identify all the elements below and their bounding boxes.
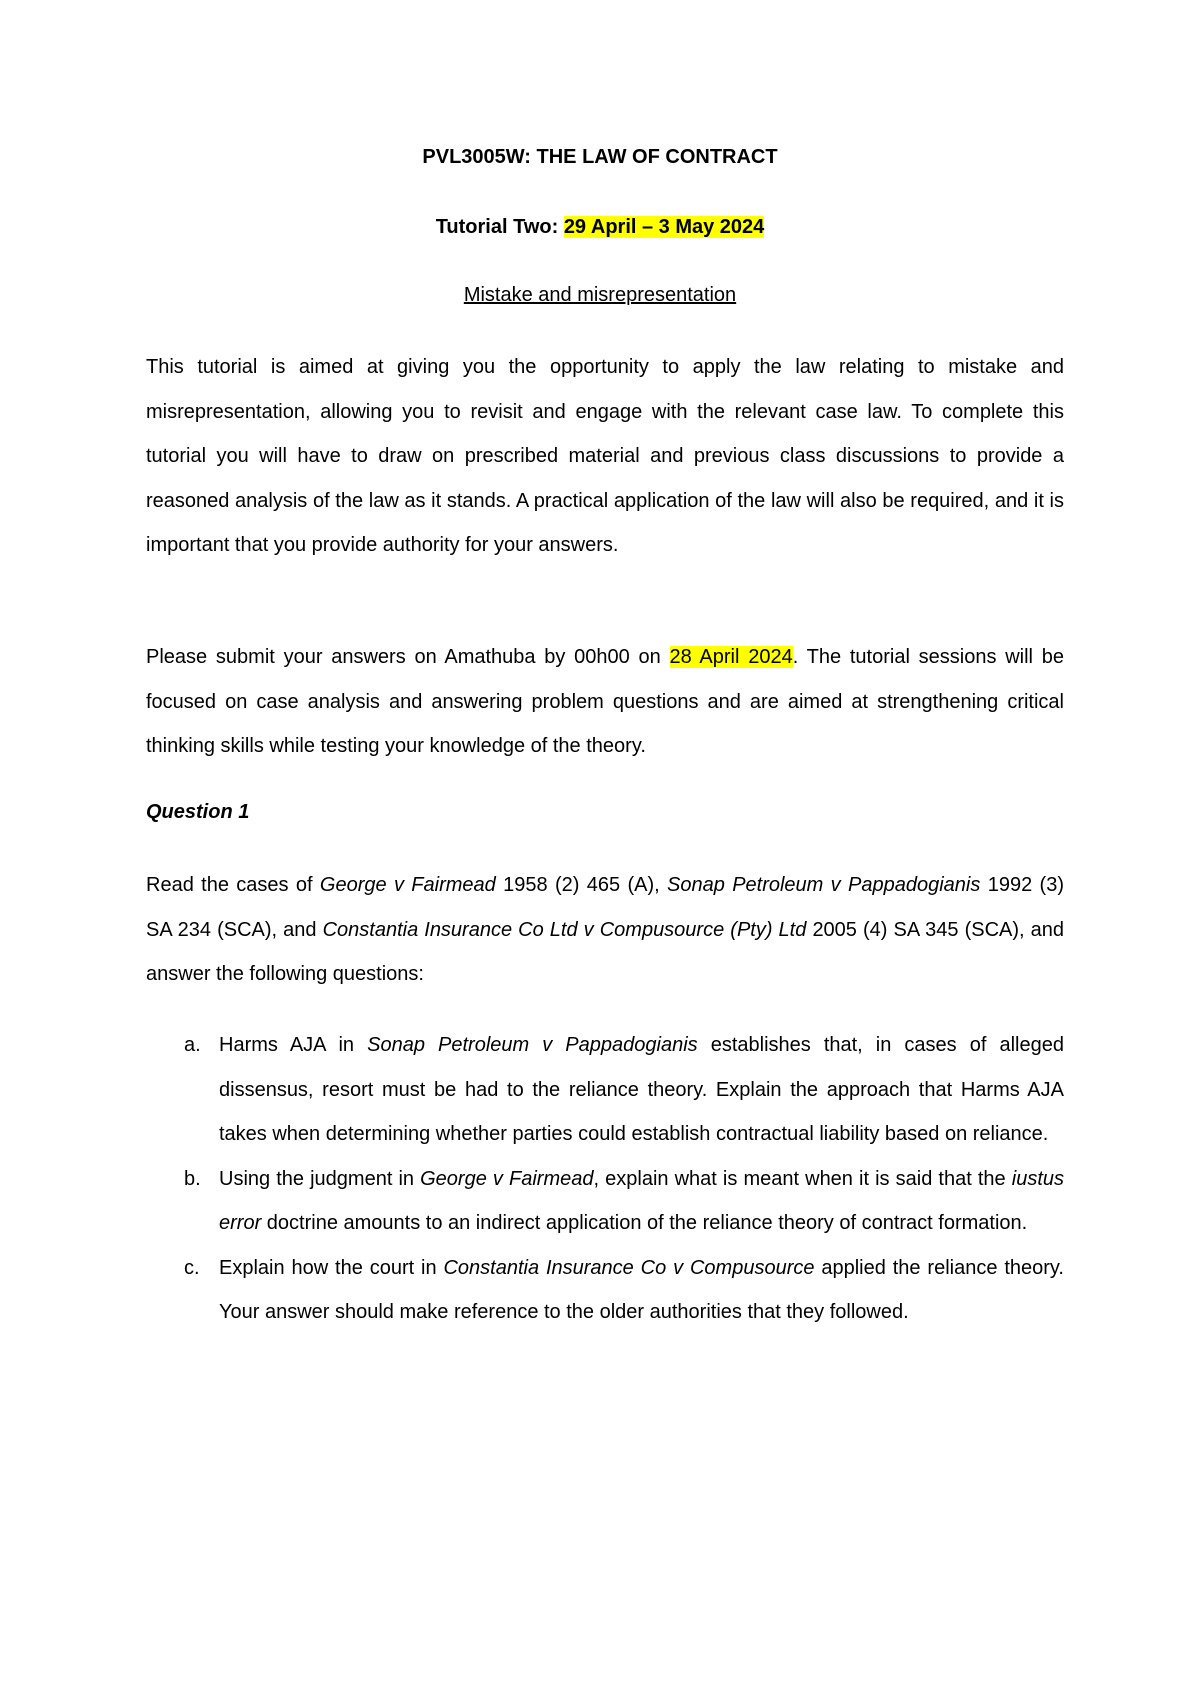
- subquestion-c: [146, 1246, 1064, 1335]
- subtitle-prefix: Tutorial Two:: [435, 216, 564, 238]
- subquestion-b: [146, 1157, 1064, 1246]
- case-name: Constantia Insurance Co v Compusource: [443, 1256, 815, 1279]
- tutorial-subtitle: [0, 216, 1200, 239]
- tutorial-subject: Mistake and misrepresentation: [463, 284, 737, 306]
- submission-paragraph: [146, 635, 1064, 769]
- item-text: establishes that, in cases of alleged dissensus, resort must be had to the reliance theory. Explain the approach that Harms AJA takes when determining whether parties could establish contractual liability based on reliance.: [219, 1034, 1064, 1145]
- list-marker: a.: [184, 1034, 201, 1056]
- item-text: , explain what is meant when it is said that the: [593, 1167, 1012, 1190]
- intro-text: 1992 (3) SA 234 (SCA), and: [146, 874, 1064, 941]
- submission-text-1: Please submit your answers on Amathuba by 00h00 on: [146, 646, 670, 668]
- question-1-subquestions: [146, 1023, 1064, 1335]
- item-text: doctrine amounts to an indirect application of the reliance theory of contract formation.: [261, 1212, 1028, 1234]
- item-text: applied the reliance theory. Your answer should make reference to the older authorities that they followed.: [219, 1256, 1064, 1323]
- intro-paragraph: This tutorial is aimed at giving you the opportunity to apply the law relating to mistake and misrepresentation, allowing you to revisit and engage with the relevant case law. To complete this tutorial you will have to draw on prescribed material and previous class discussions to provide a reasoned analysis of the law as it stands. A practical application of the law will also be required, and it is important that you provide authority for your answers.: [146, 356, 1064, 556]
- submission-text-2: . The tutorial sessions will be focused on case analysis and answering problem questions and are aimed at strengthening critical thinking skills while testing your knowledge of the theory.: [146, 646, 1064, 757]
- case-name: George v Fairmead: [420, 1167, 594, 1190]
- item-text: Explain how the court in: [219, 1256, 444, 1279]
- latin-term: iustus error: [219, 1167, 1064, 1234]
- intro-text: 2005 (4) SA 345 (SCA), and answer the following questions:: [146, 918, 1065, 985]
- list-marker: c.: [184, 1256, 200, 1279]
- highlighted-dates: 29 April – 3 May 2024: [563, 216, 765, 238]
- document-title: PVL3005W: THE LAW OF CONTRACT: [422, 146, 778, 168]
- case-name: Constantia Insurance Co Ltd v Compusource (Pty) Ltd: [322, 918, 807, 941]
- intro-text: Read the cases of: [146, 874, 320, 896]
- item-text: Harms AJA in: [219, 1034, 368, 1056]
- case-name: George v Fairmead: [319, 874, 496, 896]
- list-marker: b.: [184, 1167, 201, 1190]
- item-text: Using the judgment in: [219, 1167, 421, 1190]
- question-1-intro: [146, 863, 1064, 997]
- intro-text: 1958 (2) 465 (A),: [495, 874, 668, 896]
- case-name: Sonap Petroleum v Pappadogianis: [367, 1034, 698, 1056]
- case-name: Sonap Petroleum v Pappadogianis: [667, 874, 981, 896]
- subquestion-a: [146, 1023, 1064, 1157]
- highlighted-deadline: 28 April 2024: [669, 646, 793, 668]
- question-1-heading: Question 1: [146, 801, 250, 823]
